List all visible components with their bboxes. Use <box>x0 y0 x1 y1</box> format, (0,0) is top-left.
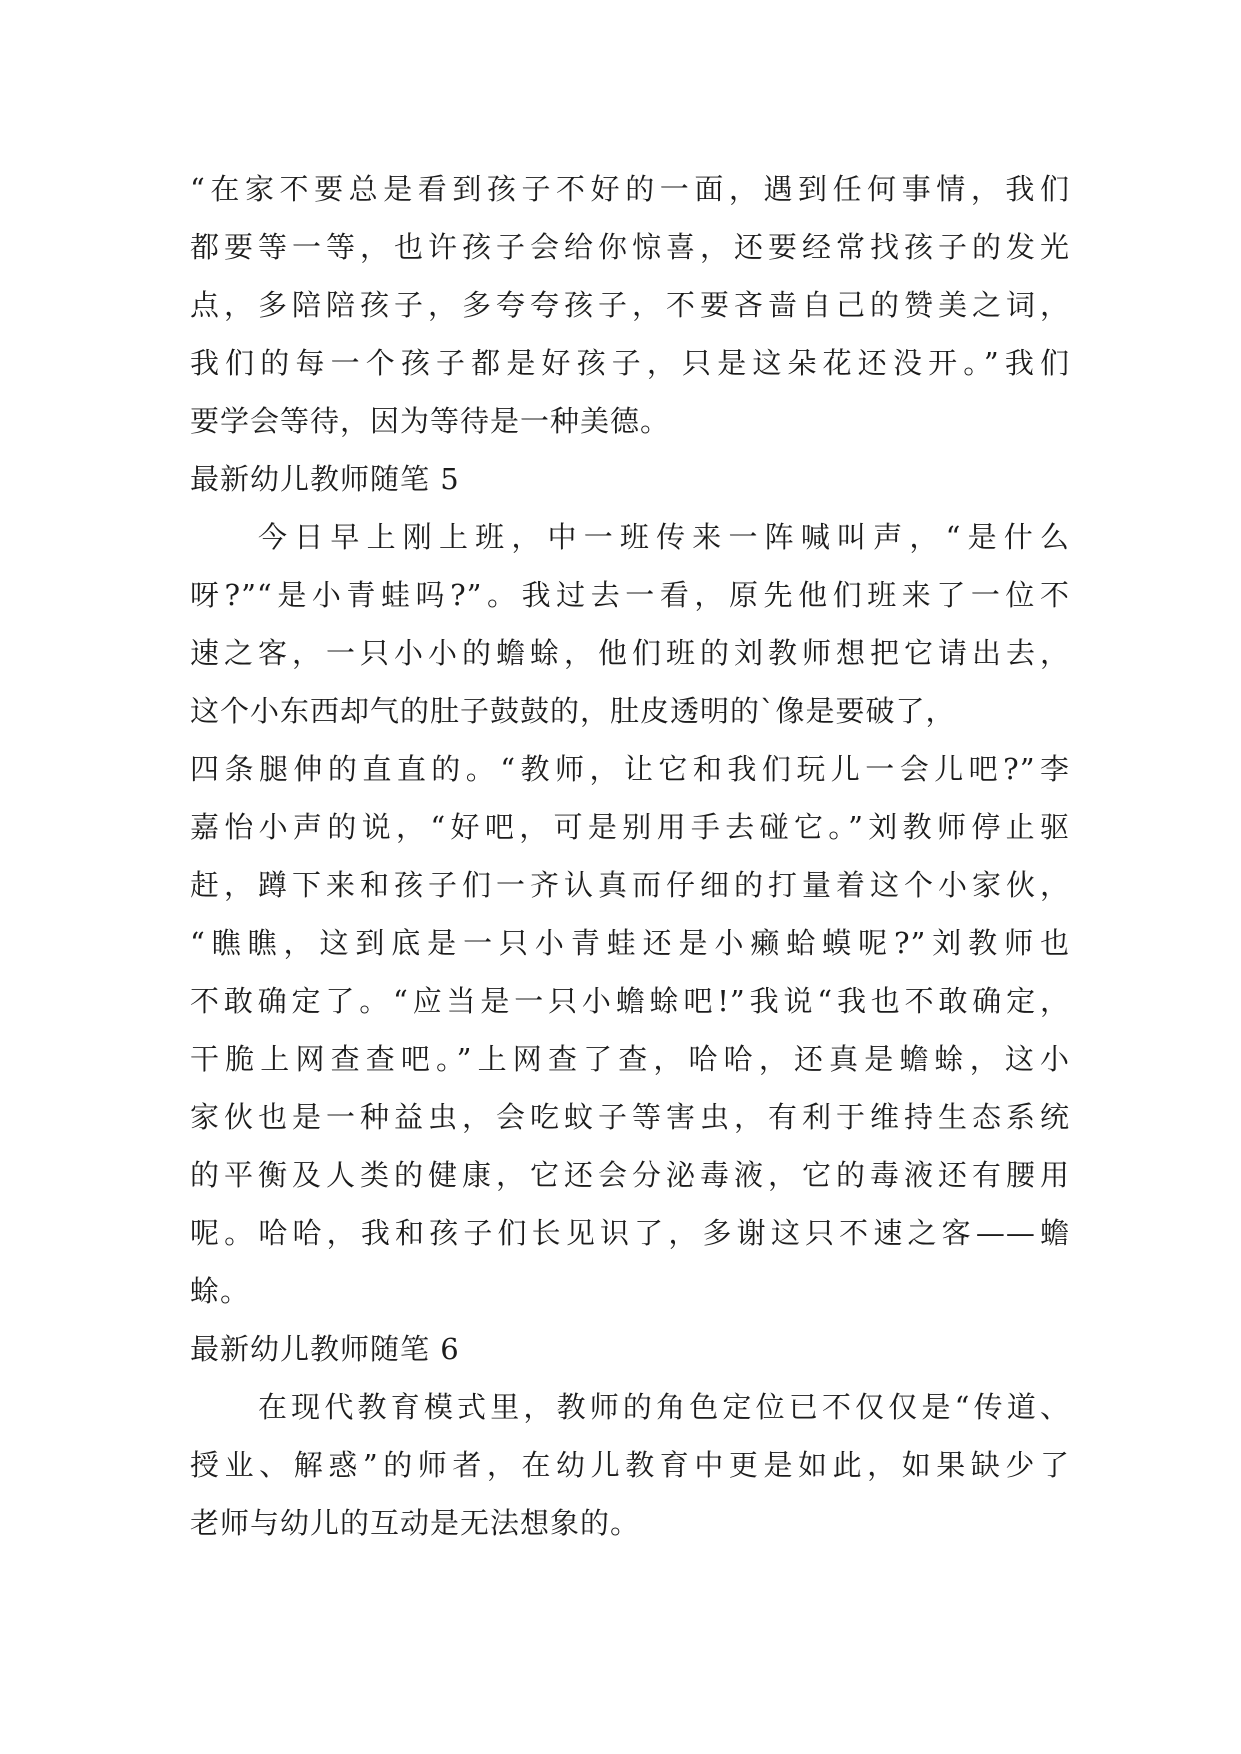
text-line: 不敢确定了。“应当是一只小蟾蜍吧!”我说“我也不敢确定， <box>190 984 1070 1018</box>
text-line: 今日早上刚上班，中一班传来一阵喊叫声，“是什么 <box>258 520 1070 554</box>
section-heading: 最新幼儿教师随笔 6 <box>190 1332 460 1366</box>
paragraph <box>190 508 1070 1320</box>
text-line: 在现代教育模式里，教师的角色定位已不仅仅是“传道、 <box>258 1390 1070 1424</box>
text-line: 老师与幼儿的互动是无法想象的。 <box>190 1506 641 1540</box>
text-line: 呢。哈哈，我和孩子们长见识了，多谢这只不速之客——蟾 <box>190 1216 1070 1250</box>
text-line: 这个小东西却气的肚子鼓鼓的，肚皮透明的`像是要破了， <box>190 694 956 728</box>
text-line: 蜍。 <box>190 1274 251 1308</box>
text-line: 点，多陪陪孩子，多夸夸孩子，不要吝啬自己的赞美之词， <box>190 288 1070 322</box>
text-line: 赶，蹲下来和孩子们一齐认真而仔细的打量着这个小家伙， <box>190 868 1070 902</box>
section-heading: 最新幼儿教师随笔 5 <box>190 462 460 496</box>
text-line: 我们的每一个孩子都是好孩子，只是这朵花还没开。”我们 <box>190 346 1070 380</box>
text-line: 家伙也是一种益虫，会吃蚊子等害虫，有利于维持生态系统 <box>190 1100 1070 1134</box>
text-line: 呀?”“是小青蛙吗?”。我过去一看，原先他们班来了一位不 <box>190 578 1070 612</box>
text-line: 干脆上网查查吧。”上网查了查，哈哈，还真是蟾蜍，这小 <box>190 1042 1070 1076</box>
text-line: 要学会等待，因为等待是一种美德。 <box>190 404 671 438</box>
paragraph <box>190 160 1070 450</box>
paragraph <box>190 1378 1070 1552</box>
text-line: 四条腿伸的直直的。“教师，让它和我们玩儿一会儿吧?”李 <box>190 752 1070 786</box>
text-line: 授业、解惑”的师者，在幼儿教育中更是如此，如果缺少了 <box>190 1448 1070 1482</box>
text-line: 都要等一等，也许孩子会给你惊喜，还要经常找孩子的发光 <box>190 230 1070 264</box>
text-line: 速之客，一只小小的蟾蜍，他们班的刘教师想把它请出去， <box>190 636 1070 670</box>
text-line: “在家不要总是看到孩子不好的一面，遇到任何事情，我们 <box>190 172 1070 206</box>
text-line: 的平衡及人类的健康，它还会分泌毒液，它的毒液还有腰用 <box>190 1158 1070 1192</box>
text-line: 嘉怡小声的说，“好吧，可是别用手去碰它。”刘教师停止驱 <box>190 810 1070 844</box>
text-line: “瞧瞧，这到底是一只小青蛙还是小癞蛤蟆呢?”刘教师也 <box>190 926 1070 960</box>
document-body <box>190 160 1070 1552</box>
